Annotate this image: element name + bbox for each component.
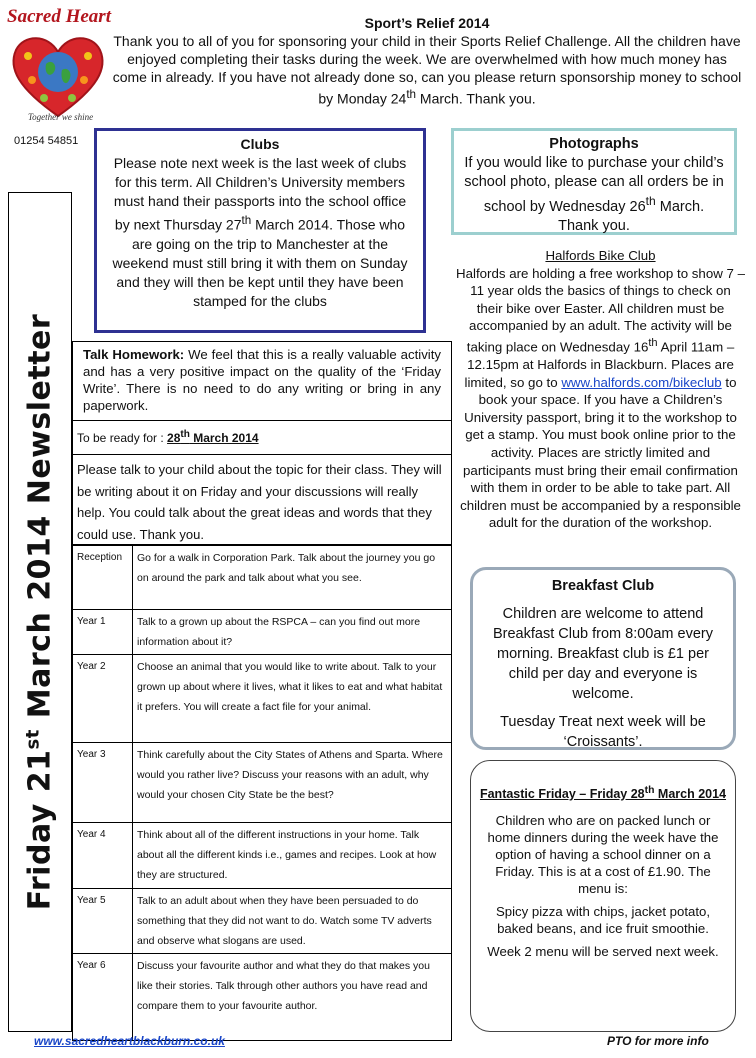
halfords-section [456, 247, 745, 532]
homework-row [73, 889, 452, 954]
homework-task: Go for a walk in Corporation Park. Talk about the journey you go on around the park and talk about what you see. [133, 546, 452, 610]
photographs-box [451, 128, 737, 235]
fantastic-friday-box [470, 760, 736, 1032]
ready-by-box [72, 421, 452, 455]
homework-year: Reception [73, 546, 133, 610]
pto-note: PTO for more info [607, 1034, 709, 1048]
breakfast-treat: Tuesday Treat next week will be ‘Croissants’. [500, 714, 706, 750]
newsletter-title-box [8, 192, 72, 1032]
fantastic-body: Children who are on packed lunch or home dinners during the week have the option of having a school dinner on a Friday. This is at a cost of £1.90. The menu is: [487, 813, 719, 897]
talk-homework-body: We feel that this is a really valuable activity and has a very positive impact on the quality of the ‘Friday Write’. There is no need to do any writing or bring in any paperwork. [83, 347, 441, 413]
homework-row [73, 610, 452, 655]
ready-label: To be ready for : [77, 431, 168, 445]
homework-table [72, 545, 452, 1041]
homework-row [73, 546, 452, 610]
sports-relief-title: Sport’s Relief 2014 [364, 15, 490, 31]
sports-relief-section [112, 14, 742, 108]
please-talk-text: Please talk to your child about the topic for their class. They will be writing about it on Friday and your discussions will really help. You could talk about the great ideas and words that they could use. Thank you. [72, 455, 452, 545]
clubs-title: Clubs [240, 136, 280, 152]
logo-motto: Together we shine [28, 112, 94, 122]
clubs-body: Please note next week is the last week of clubs for this term. All Children’s University members must hand their passports into the school office by next Thursday 27th March 2014. Those who are going on the trip to Manchester at the weekend must still bring it with them on Sunday and they will then be kept until they have been stamped for the clubs [112, 155, 408, 309]
halfords-link[interactable]: www.halfords.com/bikeclub [561, 374, 722, 390]
homework-task: Think about all of the different instructions in your home. Talk about all the different kinds i.e., games and recipes. Look at how they are structured. [133, 823, 452, 889]
breakfast-body: Children are welcome to attend Breakfast Club from 8:00am every morning. Breakfast club is £1 per child per day and everyone is welcome. [492, 606, 713, 702]
talk-homework-label: Talk Homework: [83, 347, 185, 362]
homework-task: Talk to a grown up about the RSPCA – can you find out more information about it? [133, 610, 452, 655]
homework-task: Choose an animal that you would like to write about. Talk to your grown up about where it lives, what it likes to eat and what habitat it prefers. You will create a fact file for your animal. [133, 655, 452, 743]
homework-row [73, 655, 452, 743]
photographs-title: Photographs [549, 136, 639, 152]
homework-year: Year 5 [73, 889, 133, 954]
heart-logo-icon [8, 30, 108, 120]
newsletter-title: Friday 21st March 2014 Newsletter [22, 313, 58, 911]
homework-row [73, 954, 452, 1041]
phone-number: 01254 54851 [14, 135, 79, 147]
ready-date: 28th March 2014 [167, 429, 259, 445]
sports-relief-body: Thank you to all of you for sponsoring your child in their Sports Relief Challenge. All the children have enjoyed completing their tasks during the week. We are overwhelmed with how much money has come in already. If you have not already done so, can you please return sponsorship money to school by Monday 24th March. Thank you. [112, 33, 742, 107]
halfords-body: Halfords are holding a free workshop to show 7 – 11 year olds the basics of things to check on their bike over Easter. All children must be accompanied by an adult. The activity will be taking place on Wednesday 16th April 11am – 12.15pm at Halfords in Blackburn. Places are limited, so go to www.halfords.com/bikeclub to book your space. If you have a Children’s University passport, bring it to the workshop to get a stamp. You must book online prior to the activity. Places are strictly limited and participants must bring their email confirmation with them in order to be able to take part. All children must be accompanied by a responsible adult for the duration of the workshop. [456, 265, 745, 531]
homework-task: Think carefully about the City States of Athens and Sparta. Where would you rather live? Discuss your reasons with an adult, why would your chosen City State be the best? [133, 743, 452, 823]
homework-year: Year 1 [73, 610, 133, 655]
homework-task: Discuss your favourite author and what they do that makes you like their stories. Talk through other authors you have read and compare them to your favourite author. [133, 954, 452, 1041]
homework-year: Year 3 [73, 743, 133, 823]
logo-name: Sacred Heart [7, 6, 111, 27]
homework-year: Year 2 [73, 655, 133, 743]
talk-homework-box [72, 341, 452, 421]
breakfast-club-box [470, 567, 736, 750]
fantastic-week: Week 2 menu will be served next week. [487, 944, 719, 960]
homework-row [73, 823, 452, 889]
homework-year: Year 6 [73, 954, 133, 1041]
fantastic-menu: Spicy pizza with chips, jacket potato, baked beans, and ice fruit smoothie. [495, 904, 711, 937]
homework-task: Talk to an adult about when they have been persuaded to do something that they did not want to do. Watch some TV adverts and observe what slogans are used. [133, 889, 452, 954]
clubs-box [94, 128, 426, 333]
photographs-body: If you would like to purchase your child’s school photo, please can all orders be in school by Wednesday 26th March. Thank you. [464, 155, 724, 234]
homework-year: Year 4 [73, 823, 133, 889]
breakfast-title: Breakfast Club [551, 578, 655, 594]
halfords-title: Halfords Bike Club [545, 248, 656, 263]
website-link[interactable]: www.sacredheartblackburn.co.uk [34, 1034, 225, 1048]
fantastic-title: Fantastic Friday – Friday 28th March 2014 [479, 785, 727, 802]
homework-row [73, 743, 452, 823]
